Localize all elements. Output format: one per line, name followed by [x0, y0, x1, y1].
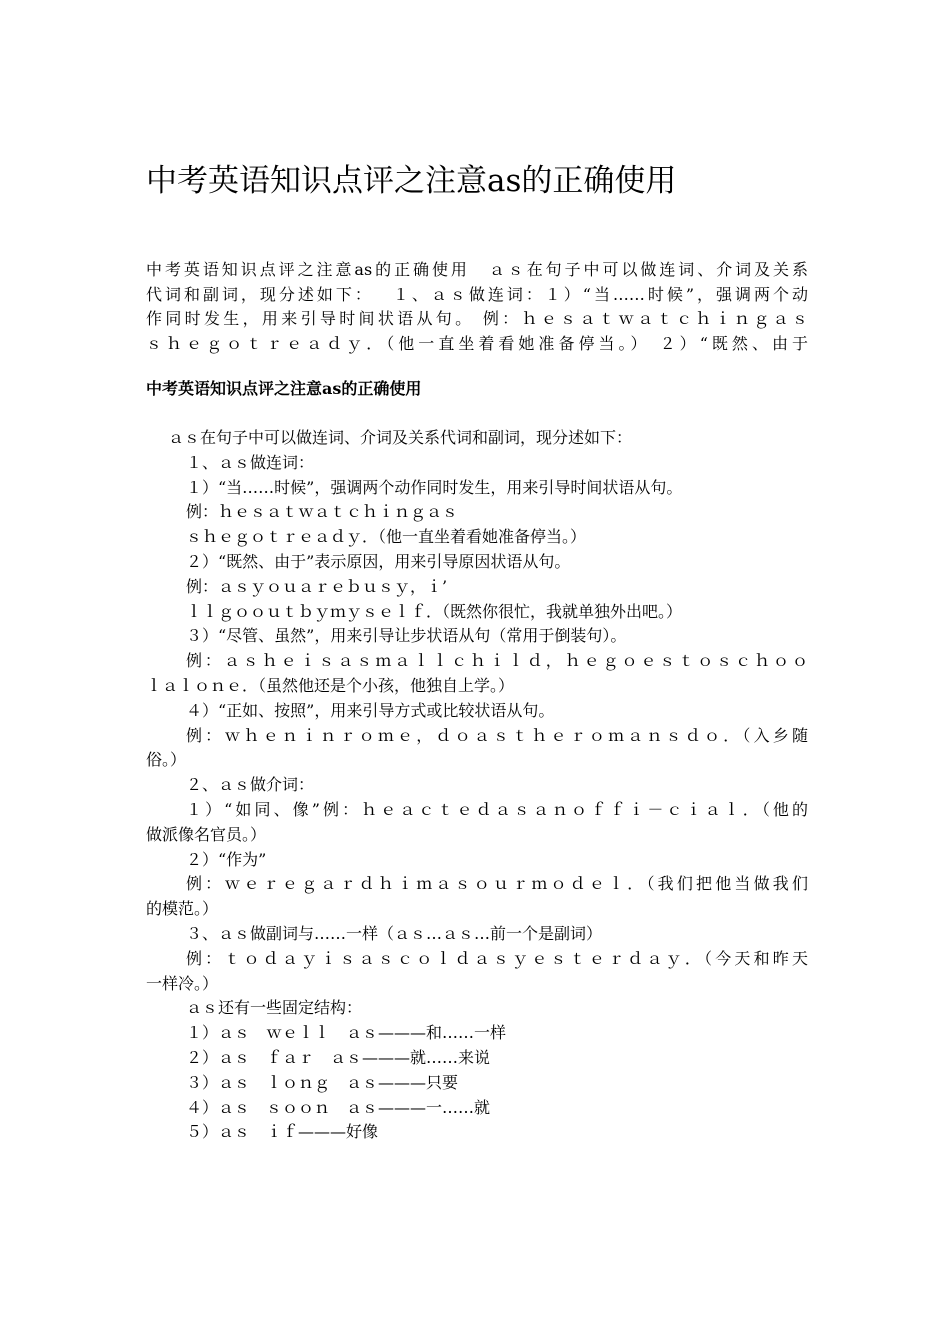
body-line: ２）ａｓ ｆａｒ ａｓ———就……来说	[186, 1047, 491, 1067]
body-line: １）“当……时候”，强调两个动作同时发生，用来引导时间状语从句。	[186, 477, 683, 497]
page-title: 中考英语知识点评之注意as的正确使用	[146, 162, 677, 199]
body-line: 例：ｗｅｒｅｇａｒｄｈｉｍａｓｏｕｒｍｏｄｅｌ．（我们把他当做我们	[186, 874, 808, 894]
body-line: 例：ｗｈｅｎｉｎｒｏｍｅ，ｄｏａｓｔｈｅｒｏｍａｎｓｄｏ．（入乡随	[186, 725, 808, 745]
intro-line: 作同时发生，用来引导时间状语从句。 例：ｈｅｓａｔｗａｔｃｈｉｎｇａｓ	[146, 309, 808, 329]
body-line: ３）“尽管、虽然”，用来引导让步状语从句（常用于倒装句）。	[186, 626, 627, 646]
body-line: 做派像名官员。）	[146, 824, 267, 844]
body-line: ａｓ还有一些固定结构：	[186, 998, 363, 1018]
body-line: ２、ａｓ做介词：	[186, 775, 315, 795]
body-line: ３）ａｓ ｌｏｎｇ ａｓ———只要	[186, 1072, 459, 1092]
body-line: 的模范。）	[146, 899, 219, 919]
body-line: 例：ａｓｙｏｕａｒｅｂｕｓｙ，ｉ’	[186, 576, 448, 596]
intro-line: 中考英语知识点评之注意as的正确使用 ａｓ在句子中可以做连词、介词及关系	[146, 260, 808, 279]
intro-paragraph	[146, 258, 808, 356]
body-line: 一样冷。）	[146, 973, 219, 993]
body-line: ｌａｌｏｎｅ．（虽然他还是个小孩，他独自上学。）	[146, 675, 515, 695]
body-line: 例：ａｓｈｅｉｓａｓｍａｌｌｃｈｉｌｄ，ｈｅｇｏｅｓｔｏｓｃｈｏｏ	[186, 651, 808, 671]
intro-line: 代词和副词，现分述如下： １、ａｓ做连词：１）“当……时候”，强调两个动	[146, 284, 808, 304]
body-line: 例：ｔｏｄａｙｉｓａｓｃｏｌｄａｓｙｅｓｔｅｒｄａｙ．（今天和昨天	[186, 948, 808, 968]
body-line: ３、ａｓ做副词与……一样（ａｓ…ａｓ…前一个是副词）	[186, 923, 603, 943]
intro-line: ｓｈｅｇｏｔｒｅａｄｙ．（他一直坐着看她准备停当。） ２）“既然、由于	[146, 333, 808, 353]
body-line: ４）ａｓ ｓｏｏｎ ａｓ———一……就	[186, 1097, 491, 1117]
body-line: ５）ａｓ ｉｆ———好像	[186, 1122, 379, 1142]
body-line: ｓｈｅｇｏｔｒｅａｄｙ．（他一直坐着看她准备停当。）	[186, 527, 587, 547]
body-line: 例：ｈｅｓａｔｗａｔｃｈｉｎｇａｓ	[186, 502, 459, 522]
body-line: ２）“作为”	[186, 849, 267, 869]
body-line: ４）“正如、按照”，用来引导方式或比较状语从句。	[186, 700, 555, 720]
body-text	[146, 426, 808, 1145]
section-heading: 中考英语知识点评之注意as的正确使用	[146, 379, 422, 398]
body-line: ｌｌｇｏｏｕｔｂｙｍｙｓｅｌｆ．（既然你很忙，我就单独外出吧。）	[186, 601, 683, 621]
body-line: １）“如同、像”例：ｈｅａｃｔｅｄａｓａｎｏｆｆｉ－ｃｉａｌ．（他的	[186, 799, 808, 819]
body-line: １）ａｓ ｗｅｌｌ ａｓ———和……一样	[186, 1023, 507, 1043]
body-line: １、ａｓ做连词：	[186, 452, 315, 472]
body-line: ａｓ在句子中可以做连词、介词及关系代词和副词，现分述如下：	[168, 428, 633, 447]
body-line: ２）“既然、由于”表示原因，用来引导原因状语从句。	[186, 551, 571, 571]
body-line: 俗。）	[146, 750, 187, 770]
